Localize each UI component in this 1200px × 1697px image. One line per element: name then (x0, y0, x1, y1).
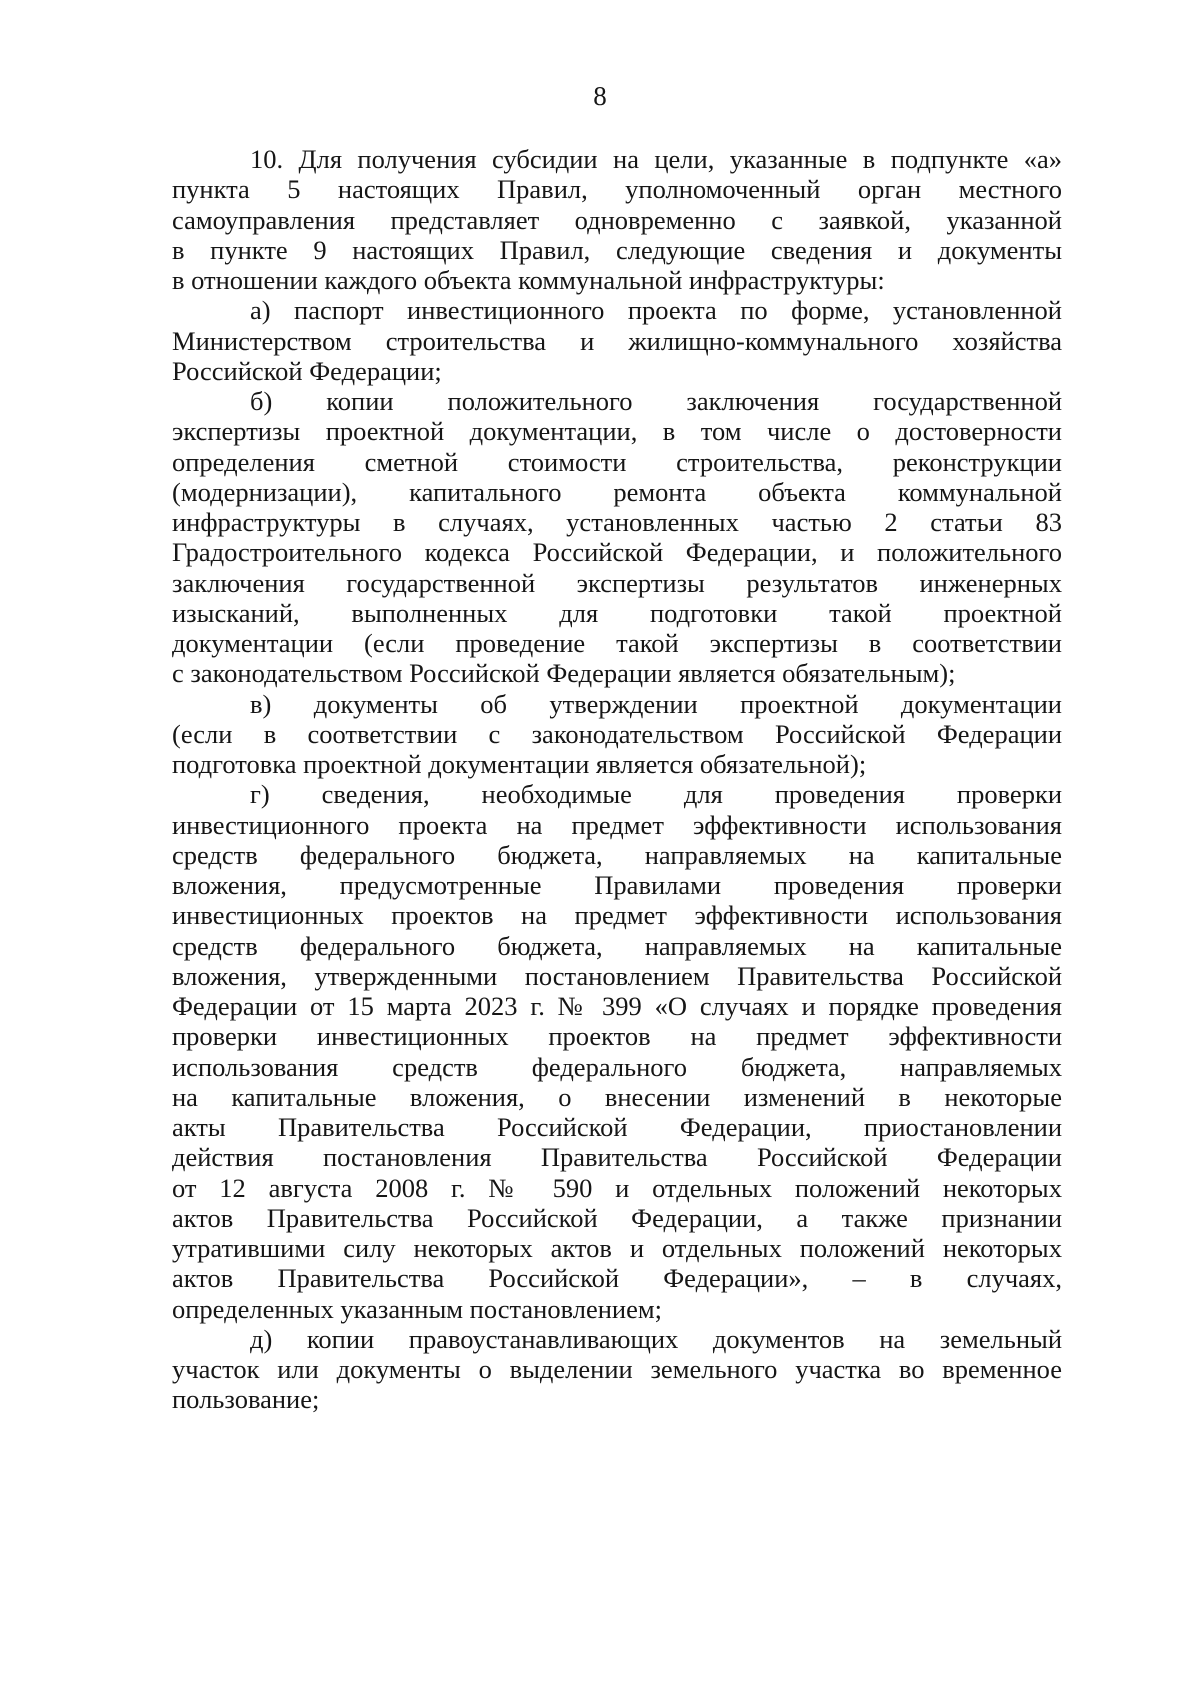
text-line: Российской Федерации; (172, 355, 442, 386)
text-line: на капитальные вложения, о внесении изменений в некоторые (172, 1081, 1062, 1112)
text-line: участок или документы о выделении земельного участка во временное (172, 1354, 1062, 1384)
text-line: проверки инвестиционных проектов на предмет эффективности (172, 1021, 1062, 1052)
text-line: изысканий, выполненных для подготовки такой проектной (172, 597, 1062, 628)
text-line: г) сведения, необходимые для проведения проверки (250, 779, 1062, 810)
text-line: подготовка проектной документации является обязательной); (172, 749, 867, 779)
text-line: средств федерального бюджета, направляемых на капитальные (172, 839, 1062, 870)
text-line: вложения, предусмотренные Правилами проведения проверки (172, 870, 1062, 900)
text-line: самоуправления представляет одновременно с заявкой, указанной (172, 204, 1062, 235)
text-line: 10. Для получения субсидии на цели, указанные в подпункте «а» (250, 144, 1062, 174)
text-line: д) копии правоустанавливающих документов на земельный (250, 1323, 1062, 1354)
text-line: действия постановления Правительства Российской Федерации (172, 1142, 1062, 1173)
text-line: актов Правительства Российской Федерации», – в случаях, (172, 1263, 1062, 1294)
text-line: определения сметной стоимости строительства, реконструкции (172, 446, 1062, 477)
text-line: средств федерального бюджета, направляемых на капитальные (172, 930, 1062, 961)
text-line: заключения государственной экспертизы результатов инженерных (172, 567, 1062, 598)
text-line: пользование; (172, 1384, 320, 1415)
text-line: определенных указанным постановлением; (172, 1293, 663, 1324)
text-line: пункта 5 настоящих Правил, уполномоченный орган местного (172, 174, 1062, 205)
text-line: с законодательством Российской Федерации является обязательным); (172, 658, 956, 689)
text-line: использования средств федерального бюджета, направляемых (172, 1051, 1062, 1082)
text-line: Градостроительного кодекса Российской Федерации, и положительного (172, 537, 1062, 568)
text-line: утратившими силу некоторых актов и отдельных положений некоторых (172, 1233, 1062, 1263)
text-line: инвестиционного проекта на предмет эффективности использования (172, 809, 1062, 840)
text-line: Федерации от 15 марта 2023 г. № 399 «О случаях и порядке проведения (172, 991, 1062, 1021)
text-line: в) документы об утверждении проектной документации (250, 688, 1062, 719)
text-line: инвестиционных проектов на предмет эффективности использования (172, 900, 1062, 931)
text-line: от 12 августа 2008 г. № 590 и отдельных положений некоторых (172, 1172, 1062, 1203)
text-line: (модернизации), капитального ремонта объекта коммунальной (172, 476, 1062, 507)
text-line: б) копии положительного заключения государственной (250, 386, 1062, 416)
text-line: актов Правительства Российской Федерации, а также признании (172, 1202, 1062, 1233)
text-line: в пункте 9 настоящих Правил, следующие сведения и документы (172, 234, 1062, 265)
text-line: а) паспорт инвестиционного проекта по форме, установленной (250, 295, 1062, 326)
text-line: вложения, утвержденными постановлением Правительства Российской (172, 960, 1062, 991)
text-line: акты Правительства Российской Федерации, приостановлении (172, 1112, 1062, 1142)
text-line: Министерством строительства и жилищно-коммунального хозяйства (172, 325, 1062, 356)
text-line: инфраструктуры в случаях, установленных частью 2 статьи 83 (172, 507, 1062, 537)
text-line: в отношении каждого объекта коммунальной инфраструктуры: (172, 265, 885, 295)
text-line: экспертизы проектной документации, в том числе о достоверности (172, 416, 1062, 447)
text-line: документации (если проведение такой экспертизы в соответствии (172, 628, 1062, 658)
text-line: (если в соответствии с законодательством Российской Федерации (172, 718, 1062, 749)
page-number: 8 (593, 81, 607, 111)
